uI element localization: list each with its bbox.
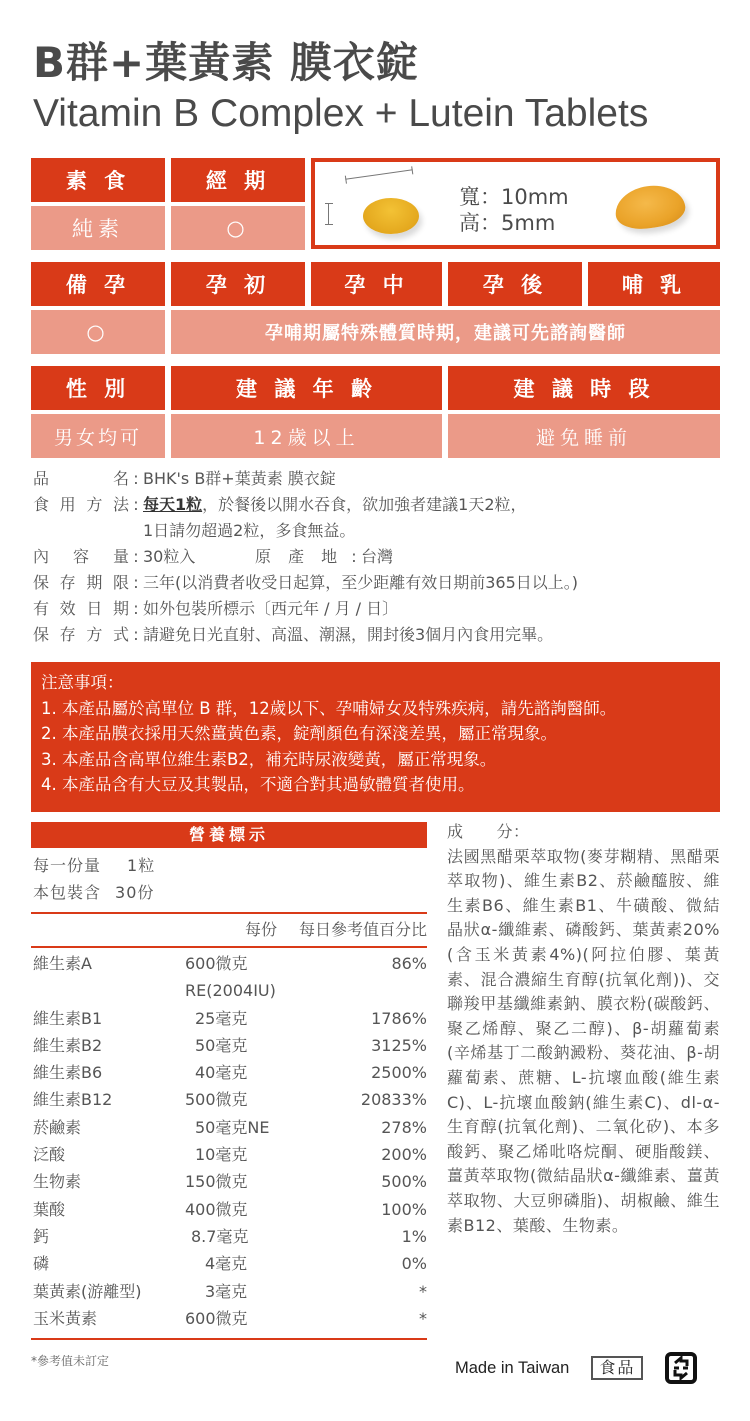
header-mid-pregnancy: 孕 中 <box>311 262 442 306</box>
nutrition-meta: 每一份量 1粒 本包裝含 30份 <box>33 856 156 902</box>
header-preconception: 備 孕 <box>31 262 165 306</box>
nutrition-column-headers: 每份 每日參考值百分比 <box>244 920 427 939</box>
notice-title: 注意事項： <box>41 673 124 692</box>
ingredients <box>447 820 720 1238</box>
header-menstruation: 經 期 <box>171 158 305 202</box>
tablet-spec <box>459 184 569 236</box>
product-info <box>33 466 578 648</box>
usage-highlight: 每天1粒 <box>143 495 203 514</box>
nutrition-row: 玉米黃素 600微克 * <box>33 1308 427 1328</box>
nutrition-row: 葉黃素(游離型) 3毫克 * <box>33 1281 427 1301</box>
tablet-size-box <box>311 158 720 249</box>
info-usage-line2: 1日請勿超過2粒，多食無益。 <box>143 521 356 540</box>
notice-item: 4. 本產品含有大豆及其製品，不適合對其過敏體質者使用。 <box>41 775 475 794</box>
info-content: 內 容 量 : 30粒入 原 產 地 : 台灣 <box>33 544 578 570</box>
height-dimension-icon <box>328 203 329 225</box>
nutrition-row: 菸鹼素 50毫克NE 278% <box>33 1117 427 1137</box>
header-vegetarian: 素 食 <box>31 158 165 202</box>
nutrition-table <box>31 822 427 1369</box>
tablet-width: 寬：10mm <box>459 185 569 209</box>
nutrition-row: 維生素A 600微克RE(2004IU) 86% <box>33 954 427 1001</box>
value-age: 12歲以上 <box>171 414 442 458</box>
info-shelf-life: 保存期限 : 三年(以消費者收受日起算，至少距離有效日期前365日以上。) <box>33 573 579 592</box>
title-chinese: B群+葉黃素 膜衣錠 <box>33 38 419 87</box>
header-age: 建 議 年 齡 <box>171 366 442 410</box>
nutrition-row: 磷 4毫克 0% <box>33 1254 427 1274</box>
title-english: Vitamin B Complex + Lutein Tablets <box>33 92 649 135</box>
value-preconception: ○ <box>31 310 165 354</box>
tablet-cross-section-image <box>612 181 687 232</box>
nutrition-row: 維生素B1 25毫克 1786% <box>33 1008 427 1028</box>
notice-item: 2. 本產品膜衣採用天然薑黃色素，錠劑顏色有深淺差異，屬正常現象。 <box>41 724 557 743</box>
info-storage: 保存方式 : 請避免日光直射、高溫、潮濕，開封後3個月內食用完畢。 <box>33 625 554 644</box>
info-usage: 食用方法 : 每天1粒 ，於餐後以開水吞食，欲加強者建議1天2粒， <box>33 492 578 518</box>
origin-value: 台灣 <box>361 547 394 566</box>
header-post-pregnancy: 孕 後 <box>448 262 582 306</box>
info-expiry: 有效日期 : 如外包裝所標示〔西元年 / 月 / 日〕 <box>33 599 399 618</box>
nutrition-row: 鈣 8.7毫克 1% <box>33 1226 427 1246</box>
tablet-height: 高：5mm <box>459 211 556 235</box>
nutrition-row: 維生素B12 500微克 20833% <box>33 1090 427 1110</box>
width-dimension-icon <box>345 169 412 179</box>
origin-label: 原 產 地 <box>255 547 344 566</box>
pregnancy-advice: 孕哺期屬特殊體質時期，建議可先諮詢醫師 <box>171 310 720 354</box>
ingredients-label: 成 分： <box>447 822 530 841</box>
value-gender: 男女均可 <box>31 414 165 458</box>
nutrition-title: 營養標示 <box>31 822 427 848</box>
header-breastfeeding: 哺 乳 <box>588 262 720 306</box>
footer <box>455 1352 697 1384</box>
notice-item: 1. 本產品屬於高單位 B 群，12歲以下、孕哺婦女及特殊疾病，請先諮詢醫師。 <box>41 698 617 718</box>
nutrition-row: 維生素B6 40毫克 2500% <box>33 1063 427 1083</box>
made-in-taiwan: Made in Taiwan <box>455 1358 570 1377</box>
recycle-icon <box>665 1352 697 1384</box>
nutrition-row: 維生素B2 50毫克 3125% <box>33 1035 427 1055</box>
notice-item: 3. 本產品含高單位維生素B2，補充時尿液變黃，屬正常現象。 <box>41 749 497 769</box>
value-time: 避免睡前 <box>448 414 720 458</box>
header-time: 建 議 時 段 <box>448 366 720 410</box>
value-vegetarian: 純素 <box>31 206 165 250</box>
food-mark: 食品 <box>591 1356 643 1380</box>
divider <box>31 1338 427 1340</box>
nutrition-footnote: *參考值未訂定 <box>31 1354 110 1369</box>
notice-box <box>31 662 720 812</box>
ingredients-text: 法國黑醋栗萃取物(麥芽糊精、黑醋栗萃取物)、維生素B2、菸鹼醯胺、維生素B6、維生素B1、牛磺酸、微結晶狀α-纖維素、磷酸鈣、葉黃素20%(含玉米黃素4%)(阿拉伯膠、葉黃素、混合濃縮生育醇(抗氧化劑))、交聯羧甲基纖維素鈉、膜衣粉(碳酸鈣、聚乙烯醇、聚乙二醇)、β-胡蘿蔔素(辛烯基丁二酸鈉澱粉、葵花油、β-胡蘿蔔素、蔗糖、L-抗壞血酸(維生素C)、L-抗壞血酸鈉(維生素C)、dl-α-生育醇(抗氧化劑)、二氧化矽)、本多酸鈣、聚乙烯吡咯烷酮、硬脂酸鎂、薑黃萃取物(微結晶狀α-纖維素、薑黃萃取物、大豆卵磷脂)、胡椒鹼、維生素B12、葉酸、生物素。 <box>447 846 720 1235</box>
nutrition-row: 泛酸 10毫克 200% <box>33 1145 427 1165</box>
nutrition-row: 葉酸 400微克 100% <box>33 1199 427 1219</box>
nutrition-row: 生物素 150微克 500% <box>33 1172 427 1192</box>
tablet-image <box>363 198 419 234</box>
header-early-pregnancy: 孕 初 <box>171 262 305 306</box>
value-menstruation: ○ <box>171 206 305 250</box>
header-gender: 性 別 <box>31 366 165 410</box>
info-name: 品 名 : BHK's B群+葉黃素 膜衣錠 <box>33 469 336 488</box>
